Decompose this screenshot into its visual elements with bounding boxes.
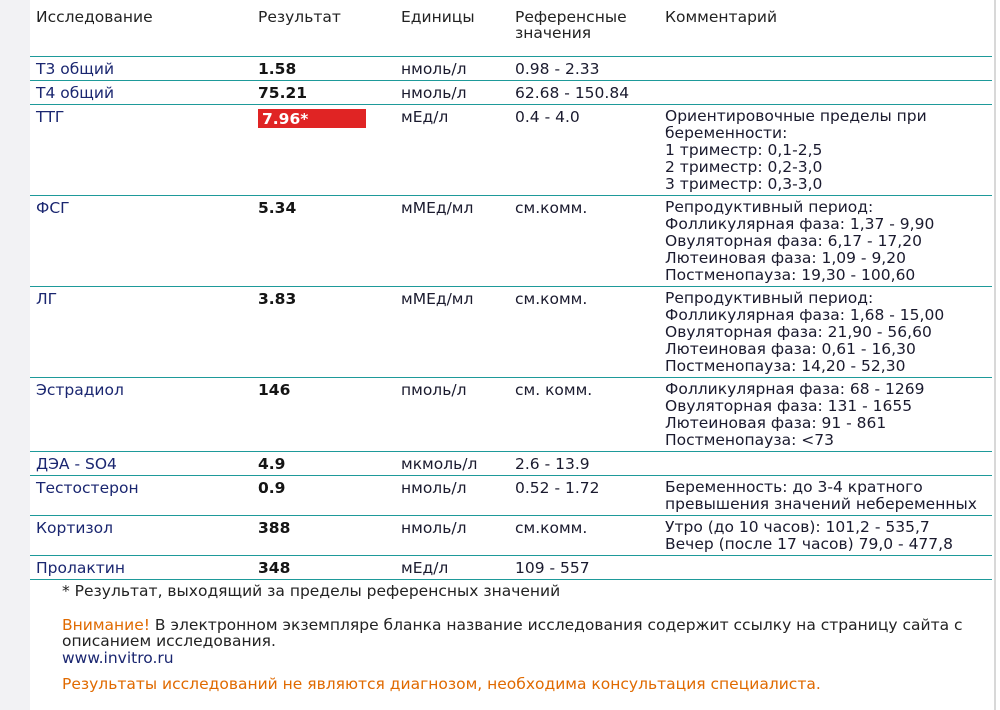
result-value: 1.58: [254, 57, 397, 81]
comment: Репродуктивный период: Фолликулярная фаза: 1,37 - 9,90 Овуляторная фаза: 6,17 - 17,20 Лютеиновая фаза: 1,09 - 9,20 Постменопауза: 19,30 - 100,60: [661, 196, 992, 287]
test-name[interactable]: Эстрадиол: [30, 378, 254, 452]
table-row: [30, 556, 992, 580]
units: пмоль/л: [397, 378, 511, 452]
comment: [661, 57, 992, 81]
table-row: [30, 57, 992, 81]
result-value: 0.9: [254, 476, 397, 516]
reference-range: см. комм.: [511, 378, 661, 452]
comment: Фолликулярная фаза: 68 - 1269 Овуляторная фаза: 131 - 1655 Лютеиновая фаза: 91 - 861 Постменопауза: <73: [661, 378, 992, 452]
comment: Утро (до 10 часов): 101,2 - 535,7 Вечер (после 17 часов) 79,0 - 477,8: [661, 516, 992, 556]
header-units: Единицы: [397, 4, 511, 57]
result-value: 75.21: [254, 81, 397, 105]
result-value: 4.9: [254, 452, 397, 476]
test-name[interactable]: Т4 общий: [30, 81, 254, 105]
test-name[interactable]: Кортизол: [30, 516, 254, 556]
reference-range: см.комм.: [511, 516, 661, 556]
units: мМЕд/мл: [397, 287, 511, 378]
header-reference: Референсные значения: [511, 4, 661, 57]
units: нмоль/л: [397, 57, 511, 81]
comment: [661, 81, 992, 105]
reference-range: 62.68 - 150.84: [511, 81, 661, 105]
units: мЕд/л: [397, 556, 511, 580]
test-name[interactable]: Пролактин: [30, 556, 254, 580]
test-name[interactable]: ДЭА - SO4: [30, 452, 254, 476]
units: мЕд/л: [397, 105, 511, 196]
units: нмоль/л: [397, 516, 511, 556]
units: нмоль/л: [397, 81, 511, 105]
units: мМЕд/мл: [397, 196, 511, 287]
table-row: [30, 287, 992, 378]
test-name[interactable]: Т3 общий: [30, 57, 254, 81]
notice-text: В электронном экземпляре бланка название исследования содержит ссылку на страницу сайта с описанием исследования.: [62, 616, 963, 650]
table-row: [30, 452, 992, 476]
reference-range: см.комм.: [511, 287, 661, 378]
notice-label: Внимание!: [62, 616, 150, 634]
header-test: Исследование: [30, 4, 254, 57]
reference-range: 2.6 - 13.9: [511, 452, 661, 476]
result-value: 5.34: [254, 196, 397, 287]
page-edge: [994, 0, 996, 710]
table-row: [30, 81, 992, 105]
footnote: * Результат, выходящий за пределы референсных значений: [62, 582, 561, 600]
result-value: 388: [254, 516, 397, 556]
table-row: [30, 378, 992, 452]
test-name[interactable]: ТТГ: [30, 105, 254, 196]
result-cell: [254, 105, 397, 196]
notice: [62, 617, 992, 649]
results-table: [30, 4, 992, 580]
result-value: 3.83: [254, 287, 397, 378]
units: нмоль/л: [397, 476, 511, 516]
site-link[interactable]: www.invitro.ru: [62, 649, 174, 667]
comment: Беременность: до 3-4 кратного превышения значений небеременных: [661, 476, 992, 516]
header-row: [30, 4, 992, 57]
flagged-result-badge: 7.96*: [258, 109, 366, 128]
reference-range: 0.52 - 1.72: [511, 476, 661, 516]
reference-range: см.комм.: [511, 196, 661, 287]
reference-range: 0.4 - 4.0: [511, 105, 661, 196]
table-row: [30, 196, 992, 287]
result-value: 146: [254, 378, 397, 452]
result-value: 348: [254, 556, 397, 580]
units: мкмоль/л: [397, 452, 511, 476]
comment: [661, 452, 992, 476]
test-name[interactable]: ЛГ: [30, 287, 254, 378]
table-row: [30, 516, 992, 556]
comment: [661, 556, 992, 580]
header-result: Результат: [254, 4, 397, 57]
comment: Репродуктивный период: Фолликулярная фаза: 1,68 - 15,00 Овуляторная фаза: 21,90 - 56,60 Лютеиновая фаза: 0,61 - 16,30 Постменопауза: 14,20 - 52,30: [661, 287, 992, 378]
reference-range: 0.98 - 2.33: [511, 57, 661, 81]
reference-range: 109 - 557: [511, 556, 661, 580]
test-name[interactable]: ФСГ: [30, 196, 254, 287]
test-name[interactable]: Тестостерон: [30, 476, 254, 516]
comment: Ориентировочные пределы при беременности: 1 триместр: 0,1-2,5 2 триместр: 0,2-3,0 3 триместр: 0,3-3,0: [661, 105, 992, 196]
table-row: [30, 476, 992, 516]
table-row: [30, 105, 992, 196]
disclaimer: Результаты исследований не являются диагнозом, необходима консультация специалиста.: [62, 675, 821, 693]
header-comment: Комментарий: [661, 4, 992, 57]
